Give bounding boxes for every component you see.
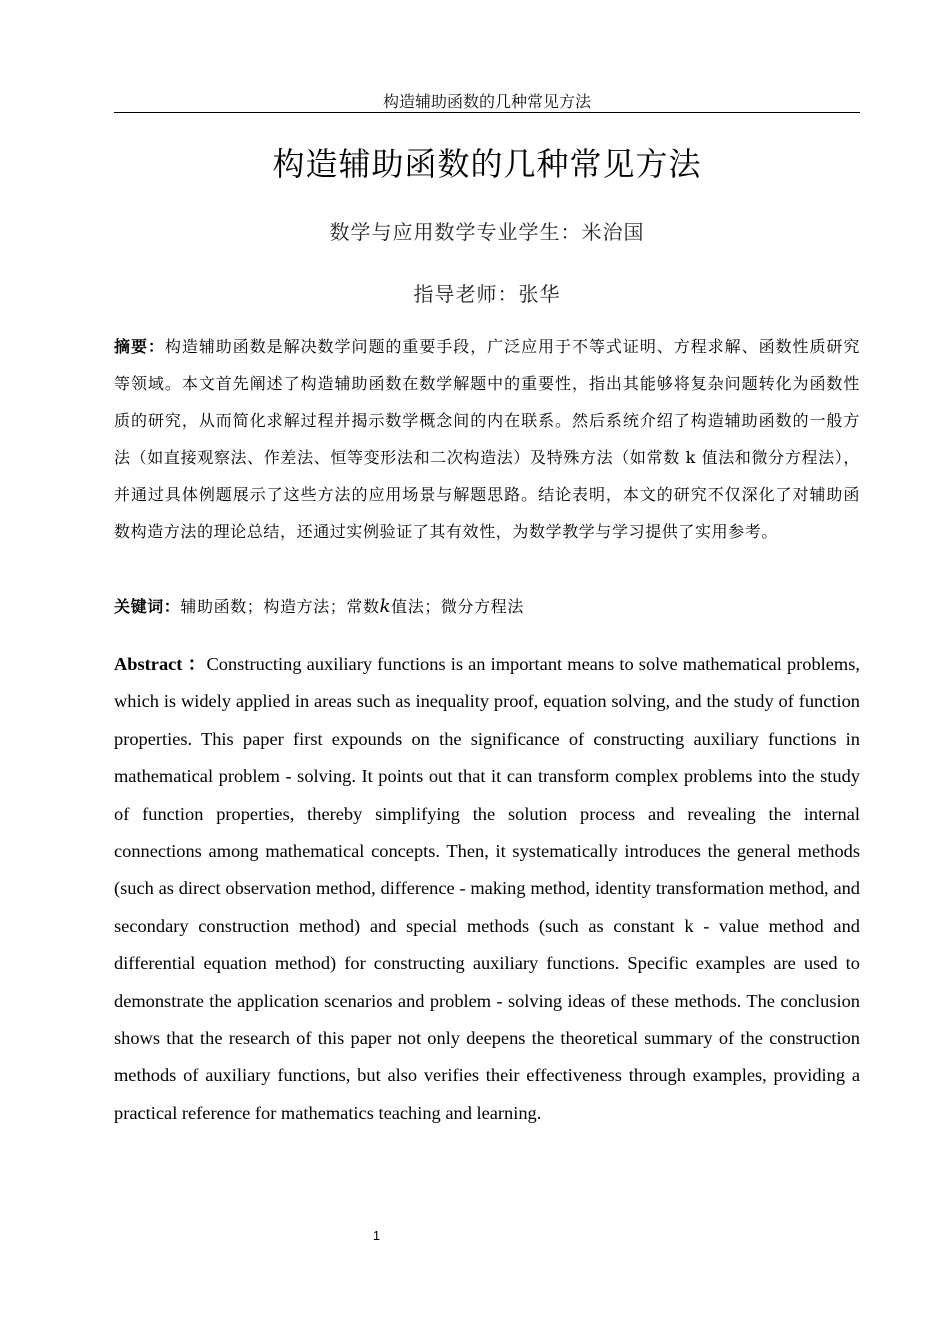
keywords-text-2: 值法；微分方程法 <box>391 597 524 616</box>
chinese-abstract-text: 构造辅助函数是解决数学问题的重要手段，广泛应用于不等式证明、方程求解、函数性质研究等领域。本文首先阐述了构造辅助函数在数学解题中的重要性，指出其能够将复杂问题转化为函数性质的研究，从而简化求解过程并揭示数学概念间的内在联系。然后系统介绍了构造辅助函数的一般方法（如直接观察法、作差法、恒等变形法和二次构造法）及特殊方法（如常数 k 值法和微分方程法），并通过具体例题展示了这些方法的应用场景与解题思路。结论表明，本文的研究不仅深化了对辅助函数构造方法的理论总结，还通过实例验证了其有效性，为数学教学与学习提供了实用参考。 <box>114 337 860 541</box>
english-abstract-label: Abstract <box>114 654 183 674</box>
chinese-abstract <box>114 328 860 550</box>
keywords-text-1: 辅助函数；构造方法；常数 <box>180 597 380 616</box>
advisor-line: 指导老师：张华 <box>413 282 561 306</box>
author-line: 数学与应用数学专业学生：米治国 <box>329 220 645 244</box>
header-rule <box>114 112 860 113</box>
keywords <box>114 588 860 625</box>
keywords-variable: k <box>379 596 392 617</box>
english-abstract-text: Constructing auxiliary functions is an important means to solve mathematical problems, which is widely applied in areas such as inequality proof, equation solving, and the study of function properties. This paper first expounds on the significance of constructing auxiliary functions in mathematical problem - solving. It points out that it can transform complex problems into the study of function properties, thereby simplifying the solution process and revealing the internal connections among mathematical concepts. Then, it systematically introduces the general methods (such as direct observation method, difference - making method, identity transformation method, and secondary construction method) and special methods (such as constant k - value method and differential equation method) for constructing auxiliary functions. Specific examples are used to demonstrate the application scenarios and problem - solving ideas of these methods. The conclusion shows that the research of this paper not only deepens the theoretical summary of the construction methods of auxiliary functions, but also verifies their effectiveness through examples, providing a practical reference for mathematics teaching and learning. <box>114 654 860 1123</box>
english-abstract <box>114 646 860 1132</box>
keywords-label: 关键词： <box>114 597 181 616</box>
chinese-abstract-label: 摘要： <box>114 337 165 356</box>
page-number: 1 <box>372 1228 381 1243</box>
running-header: 构造辅助函数的几种常见方法 <box>382 92 591 111</box>
english-abstract-separator: ： <box>187 654 207 674</box>
paper-title: 构造辅助函数的几种常见方法 <box>272 145 702 183</box>
